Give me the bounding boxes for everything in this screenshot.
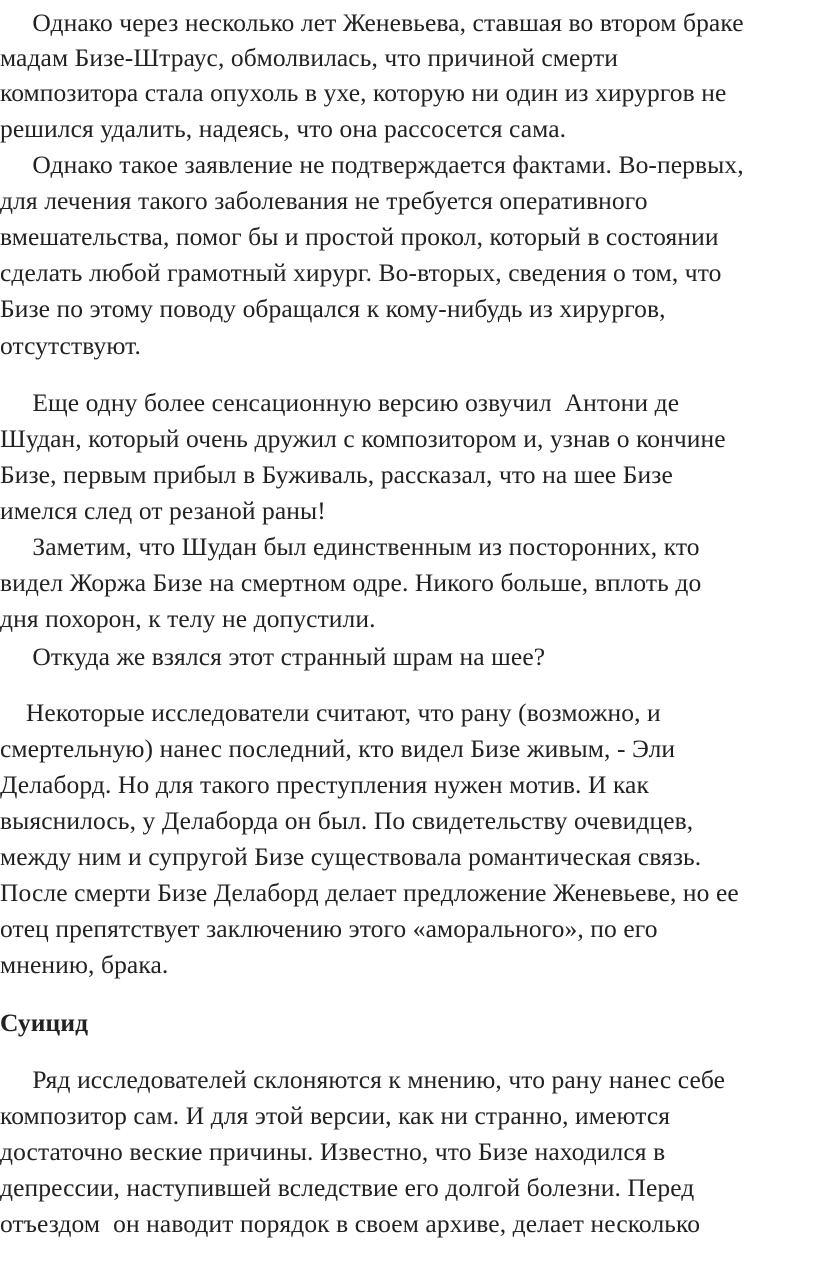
text-line: сделать любой грамотный хирург. Во-вторых, сведения о том, что (0, 258, 722, 287)
text-line: Шудан, который очень дружил с композитором и, узнав о кончине (0, 424, 726, 453)
text-line: Еще одну более сенсационную версию озвучил Антони де (0, 388, 680, 417)
text-line: между ним и супругой Бизе существовала романтическая связь. (0, 842, 702, 871)
text-line: дня похорон, к телу не допустили. (0, 604, 376, 633)
text-line: Заметим, что Шудан был единственным из посторонних, кто (0, 532, 700, 561)
text-line: Бизе, первым прибыл в Буживаль, рассказал, что на шее Бизе (0, 460, 673, 489)
text-line: Бизе по этому поводу обращался к кому-нибудь из хирургов, (0, 294, 666, 323)
text-line: отец препятствует заключению этого «аморального», по его (0, 914, 658, 943)
text-line: Однако такое заявление не подтверждается фактами. Во-первых, (0, 150, 744, 179)
text-line: композитора стала опухоль в ухе, которую ни один из хирургов не (0, 78, 727, 107)
text-line: Делаборд. Но для такого преступления нужен мотив. И как (0, 770, 649, 799)
text-line: мадам Бизе-Штраус, обмолвилась, что причиной смерти (0, 43, 618, 72)
text-line: депрессии, наступившей вследствие его долгой болезни. Перед (0, 1173, 695, 1202)
text-line: Некоторые исследователи считают, что рану (возможно, и (0, 698, 661, 727)
text-line: выяснилось, у Делаборда он был. По свидетельству очевидцев, (0, 806, 694, 835)
text-line: мнению, брака. (0, 950, 169, 979)
text-line: смертельную) нанес последний, кто видел Бизе живым, - Эли (0, 734, 676, 763)
text-line: вмешательства, помог бы и простой прокол, который в состоянии (0, 222, 719, 251)
text-line: Однако через несколько лет Женевьева, ставшая во втором браке (0, 8, 744, 37)
text-line: имелся след от резаной раны! (0, 496, 326, 525)
text-line: отъездом он наводит порядок в своем архиве, делает несколько (0, 1209, 701, 1238)
text-line: отсутствуют. (0, 331, 141, 360)
text-line: видел Жоржа Бизе на смертном одре. Никого больше, вплоть до (0, 568, 702, 597)
text-line: решился удалить, надеясь, что она рассосется сама. (0, 114, 567, 143)
text-line: достаточно веские причины. Известно, что Бизе находился в (0, 1137, 666, 1166)
text-line: Ряд исследователей склоняются к мнению, что рану нанес себе (0, 1065, 726, 1094)
section-heading: Суицид (0, 1008, 89, 1037)
text-line: Откуда же взялся этот странный шрам на шее? (0, 642, 546, 671)
text-line: композитор сам. И для этой версии, как ни странно, имеются (0, 1101, 671, 1130)
text-line: для лечения такого заболевания не требуется оперативного (0, 186, 648, 215)
text-line: После смерти Бизе Делаборд делает предложение Женевьеве, но ее (0, 878, 739, 907)
